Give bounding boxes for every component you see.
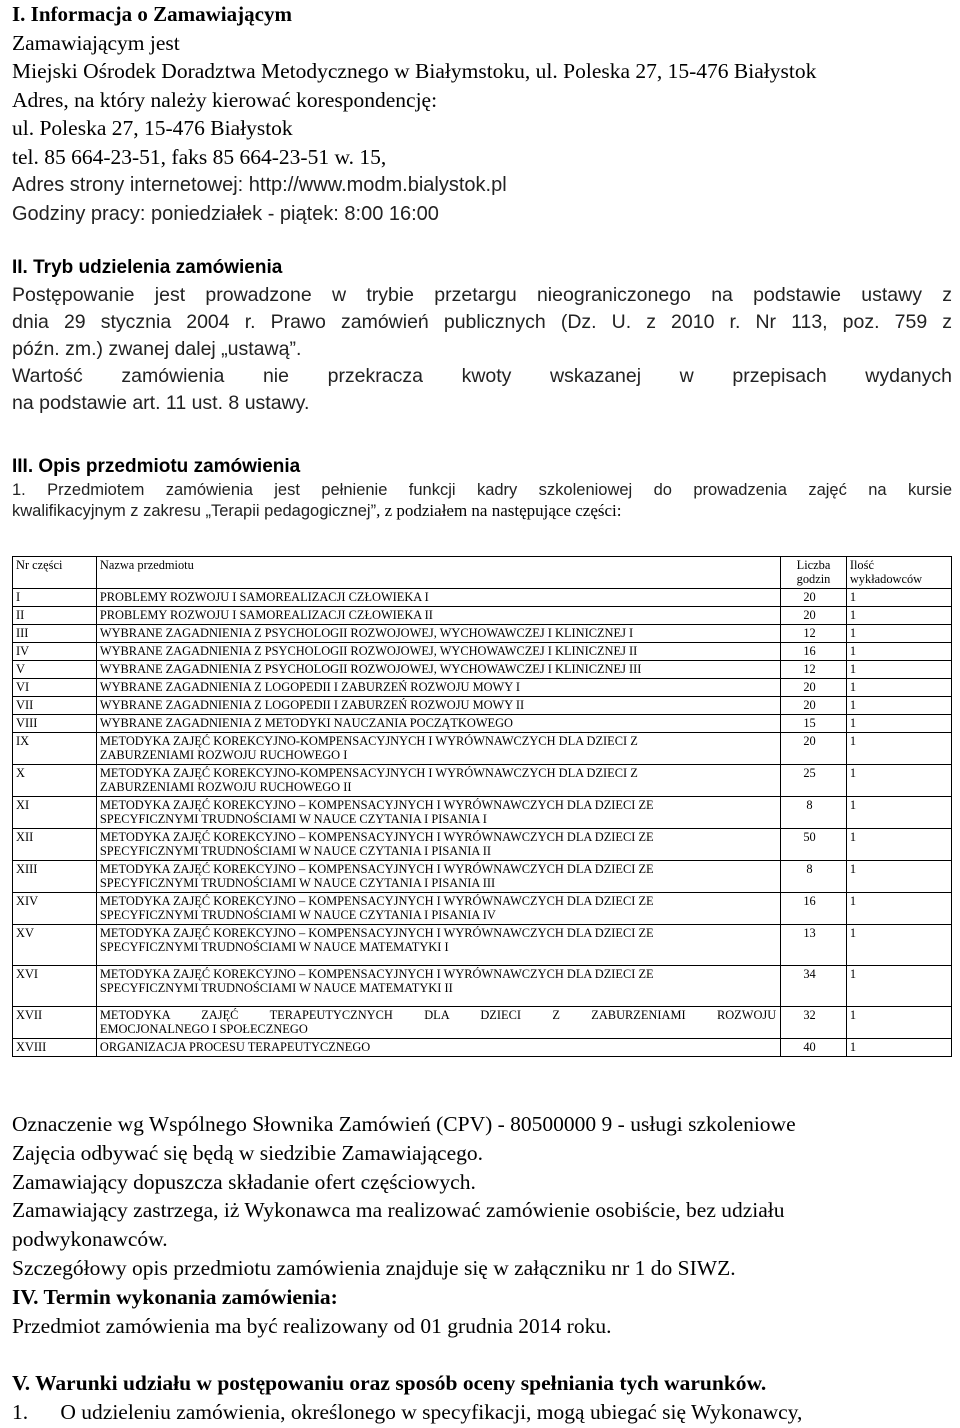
part-name-line1: METODYKA ZAJĘĆ KOREKCYJNO-KOMPENSACYJNYCH I WYRÓWNAWCZYCH DLA DZIECI Z (99, 734, 638, 748)
part-name (96, 1007, 780, 1039)
part-name-line1: PROBLEMY ROZWOJU I SAMOREALIZACJI CZŁOWIEKA I (99, 590, 429, 604)
table-header-row (13, 557, 952, 589)
part-lecturers: 1 (846, 607, 951, 625)
part-name (96, 643, 780, 661)
part-name (96, 829, 780, 861)
part-lecturers: 1 (846, 925, 951, 966)
personal-performance-line1: Zamawiający zastrzega, iż Wykonawca ma realizować zamówienie osobiście, bez udziału (12, 1198, 785, 1223)
part-name (96, 679, 780, 697)
part-name-line1: METODYKA ZAJĘĆ KOREKCYJNO – KOMPENSACYJNYCH I WYRÓWNAWCZYCH DLA DZIECI ZE (99, 926, 654, 940)
part-name-line1: WYBRANE ZAGADNIENIA Z PSYCHOLOGII ROZWOJOWEJ, WYCHOWAWCZEJ I KLINICZNEJ II (99, 644, 638, 658)
part-name-line1: METODYKA ZAJĘĆ KOREKCYJNO – KOMPENSACYJNYCH I WYRÓWNAWCZYCH DLA DZIECI ZE (99, 798, 654, 812)
part-name-line2: ZABURZENIAMI ROZWOJU RUCHOWEGO I (99, 748, 348, 762)
part-hours: 12 (781, 661, 847, 679)
part-lecturers: 1 (846, 1007, 951, 1039)
part-hours: 32 (781, 1007, 847, 1039)
section1-line-5: tel. 85 664-23-51, faks 85 664-23-51 w. 15, (12, 144, 387, 169)
parts-table (12, 556, 952, 1057)
part-lecturers: 1 (846, 625, 951, 643)
part-name (96, 765, 780, 797)
part-number: IV (13, 643, 97, 661)
cpv-line: Oznaczenie wg Wspólnego Słownika Zamówień (CPV) - 80500000 9 - usługi szkoleniowe (12, 1112, 796, 1136)
section2-heading: II. Tryb udzielenia zamówienia (12, 257, 283, 278)
part-lecturers: 1 (846, 679, 951, 697)
table-row (13, 1039, 952, 1057)
section-opis (12, 454, 952, 521)
section4-text: Przedmiot zamówienia ma być realizowany od 01 grudnia 2014 roku. (12, 1313, 612, 1338)
part-hours: 20 (781, 679, 847, 697)
part-name-line2: SPECYFICZNYMI TRUDNOŚCIAMI W NAUCE CZYTANIA I PISANIA II (99, 844, 491, 858)
table-row (13, 861, 952, 893)
table-row (13, 733, 952, 765)
parts-table-wrap (12, 534, 952, 1057)
section3-heading: III. Opis przedmiotu zamówienia (12, 456, 301, 477)
part-name (96, 966, 780, 1007)
part-hours: 13 (781, 925, 847, 966)
part-name-line1: WYBRANE ZAGADNIENIA Z METODYKI NAUCZANIA POCZĄTKOWEGO (99, 716, 513, 730)
section3-intro-line2 (12, 501, 952, 522)
table-row (13, 661, 952, 679)
part-name (96, 715, 780, 733)
part-number: XIII (13, 861, 97, 893)
part-name-line2: SPECYFICZNYMI TRUDNOŚCIAMI W NAUCE CZYTANIA I PISANIA IV (99, 908, 496, 922)
part-name-line1: WYBRANE ZAGADNIENIA Z PSYCHOLOGII ROZWOJOWEJ, WYCHOWAWCZEJ I KLINICZNEJ III (99, 662, 642, 676)
part-number: I (13, 589, 97, 607)
section1-line-3: Adres, na który należy kierować korespondencję: (12, 87, 438, 112)
part-number: II (13, 607, 97, 625)
part-name-line2: SPECYFICZNYMI TRUDNOŚCIAMI W NAUCE MATEMATYKI I (99, 940, 449, 954)
working-hours-line: Godziny pracy: poniedziałek - piątek: 8:00 16:00 (12, 202, 439, 225)
detailed-description-line: Szczegółowy opis przedmiotu zamówienia znajduje się w załączniku nr 1 do SIWZ. (12, 1255, 736, 1280)
table-row (13, 925, 952, 966)
part-name-line1: METODYKA ZAJĘĆ KOREKCYJNO – KOMPENSACYJNYCH I WYRÓWNAWCZYCH DLA DZIECI ZE (99, 862, 654, 876)
table-row (13, 829, 952, 861)
section1-line-1: Zamawiającym jest (12, 30, 180, 55)
part-name-line2: ZABURZENIAMI ROZWOJU RUCHOWEGO II (99, 780, 352, 794)
part-name (96, 589, 780, 607)
section2-para1-line3: późn. zm.) zwanej dalej „ustawą”. (12, 338, 302, 360)
table-row (13, 607, 952, 625)
part-lecturers: 1 (846, 733, 951, 765)
section-after-table (12, 1110, 952, 1427)
course-split-note: , z podziałem na następujące części: (376, 500, 622, 520)
part-number: III (13, 625, 97, 643)
part-name-line1: METODYKA ZAJĘĆ KOREKCYJNO – KOMPENSACYJNYCH I WYRÓWNAWCZYCH DLA DZIECI ZE (99, 894, 654, 908)
personal-performance-line2: podwykonawców. (12, 1227, 168, 1252)
table-row (13, 643, 952, 661)
section4-heading: IV. Termin wykonania zamówienia: (12, 1284, 338, 1309)
part-name-line1: WYBRANE ZAGADNIENIA Z PSYCHOLOGII ROZWOJOWEJ, WYCHOWAWCZEJ I KLINICZNEJ I (99, 626, 634, 640)
part-number: XII (13, 829, 97, 861)
website-line: Adres strony internetowej: http://www.modm.bialystok.pl (12, 174, 507, 196)
part-hours: 25 (781, 765, 847, 797)
section3-intro-line1: 1. Przedmiotem zamówienia jest pełnienie funkcji kadry szkoleniowej do prowadzenia zajęć na kursie (12, 481, 952, 499)
part-name (96, 625, 780, 643)
part-lecturers: 1 (846, 1039, 951, 1057)
part-hours: 8 (781, 861, 847, 893)
table-row (13, 893, 952, 925)
part-lecturers: 1 (846, 966, 951, 1007)
part-lecturers: 1 (846, 715, 951, 733)
table-row (13, 797, 952, 829)
part-name (96, 607, 780, 625)
section2-para2-line1: Wartość zamówienia nie przekracza kwoty wskazanej w przepisach wydanych (12, 365, 952, 387)
table-row (13, 589, 952, 607)
part-name-line1: METODYKA ZAJĘĆ KOREKCYJNO – KOMPENSACYJNYCH I WYRÓWNAWCZYCH DLA DZIECI ZE (99, 830, 654, 844)
section2-para1-line2: dnia 29 stycznia 2004 r. Prawo zamówień publicznych (Dz. U. z 2010 r. Nr 113, poz. 759 z (12, 311, 952, 333)
part-lecturers: 1 (846, 697, 951, 715)
section5-item1: 1. O udzieleniu zamówienia, określonego w specyfikacji, mogą ubiegać się Wykonawcy, (12, 1400, 803, 1425)
part-name-line2: SPECYFICZNYMI TRUDNOŚCIAMI W NAUCE CZYTANIA I PISANIA III (99, 876, 496, 890)
part-hours: 12 (781, 625, 847, 643)
part-name-line1: ORGANIZACJA PROCESU TERAPEUTYCZNEGO (99, 1040, 371, 1054)
section1-heading: I. Informacja o Zamawiającym (12, 2, 292, 26)
part-hours: 20 (781, 697, 847, 715)
header-name: Nazwa przedmiotu (96, 557, 780, 589)
part-number: V (13, 661, 97, 679)
part-name-line2: SPECYFICZNYMI TRUDNOŚCIAMI W NAUCE MATEMATYKI II (99, 981, 453, 995)
part-number: VIII (13, 715, 97, 733)
part-lecturers: 1 (846, 661, 951, 679)
part-lecturers: 1 (846, 643, 951, 661)
table-row (13, 715, 952, 733)
part-hours: 40 (781, 1039, 847, 1057)
part-name (96, 925, 780, 966)
part-number: X (13, 765, 97, 797)
header-nr: Nr części (13, 557, 97, 589)
part-name (96, 697, 780, 715)
part-name-line1: METODYKA ZAJĘĆ KOREKCYJNO – KOMPENSACYJNYCH I WYRÓWNAWCZYCH DLA DZIECI ZE (99, 967, 654, 981)
part-hours: 16 (781, 643, 847, 661)
part-hours: 34 (781, 966, 847, 1007)
part-name (96, 1039, 780, 1057)
table-row (13, 966, 952, 1007)
table-row (13, 1007, 952, 1039)
part-lecturers: 1 (846, 893, 951, 925)
part-number: XVII (13, 1007, 97, 1039)
part-hours: 16 (781, 893, 847, 925)
part-number: XV (13, 925, 97, 966)
section-tryb (12, 254, 952, 417)
part-name (96, 733, 780, 765)
part-hours: 50 (781, 829, 847, 861)
part-lecturers: 1 (846, 829, 951, 861)
header-hours: Liczba godzin (781, 557, 847, 589)
table-row (13, 679, 952, 697)
part-lecturers: 1 (846, 797, 951, 829)
part-hours: 8 (781, 797, 847, 829)
part-number: XVI (13, 966, 97, 1007)
part-number: VII (13, 697, 97, 715)
part-name (96, 661, 780, 679)
part-number: XI (13, 797, 97, 829)
section1-line-2: Miejski Ośrodek Doradztwa Metodycznego w Białymstoku, ul. Poleska 27, 15-476 Białystok (12, 59, 817, 83)
section2-para1-line1: Postępowanie jest prowadzone w trybie przetargu nieograniczonego na podstawie ustawy z (12, 284, 952, 306)
part-number: XVIII (13, 1039, 97, 1057)
table-row (13, 697, 952, 715)
part-number: VI (13, 679, 97, 697)
course-name: kwalifikacyjnym z zakresu „Terapii pedagogicznej” (12, 501, 377, 520)
part-lecturers: 1 (846, 589, 951, 607)
part-name (96, 893, 780, 925)
section-zamawiajacy (12, 0, 816, 228)
section5-heading: V. Warunki udziału w postępowaniu oraz sposób oceny spełniania tych warunków. (12, 1371, 767, 1396)
table-row (13, 625, 952, 643)
part-hours: 20 (781, 607, 847, 625)
part-lecturers: 1 (846, 861, 951, 893)
part-name-line1: PROBLEMY ROZWOJU I SAMOREALIZACJI CZŁOWIEKA II (99, 608, 433, 622)
part-name-line1: WYBRANE ZAGADNIENIA Z LOGOPEDII I ZABURZEŃ ROZWOJU MOWY I (99, 680, 520, 694)
part-name-line1: METODYKA ZAJĘĆ KOREKCYJNO-KOMPENSACYJNYCH I WYRÓWNAWCZYCH DLA DZIECI Z (99, 766, 638, 780)
part-name-line1: WYBRANE ZAGADNIENIA Z LOGOPEDII I ZABURZEŃ ROZWOJU MOWY II (99, 698, 525, 712)
table-row (13, 765, 952, 797)
part-name (96, 797, 780, 829)
section2-para2-line2: na podstawie art. 11 ust. 8 ustawy. (12, 392, 310, 414)
part-number: XIV (13, 893, 97, 925)
part-name-line2: SPECYFICZNYMI TRUDNOŚCIAMI W NAUCE CZYTANIA I PISANIA I (99, 812, 487, 826)
part-lecturers: 1 (846, 765, 951, 797)
part-number: IX (13, 733, 97, 765)
part-name (96, 861, 780, 893)
section1-line-4: ul. Poleska 27, 15-476 Białystok (12, 116, 293, 140)
part-hours: 20 (781, 733, 847, 765)
venue-line: Zajęcia odbywać się będą w siedzibie Zamawiającego. (12, 1140, 483, 1165)
partial-offers-line: Zamawiający dopuszcza składanie ofert częściowych. (12, 1169, 476, 1194)
part-name-line2: EMOCJONALNEGO I SPOŁECZNEGO (99, 1022, 308, 1036)
header-lecturers: Ilość wykładowców (846, 557, 951, 589)
part-hours: 20 (781, 589, 847, 607)
part-name-line1: METODYKA ZAJĘĆ TERAPEUTYCZNYCH DLA DZIECI Z ZABURZENIAMI ROZWOJU (99, 1008, 777, 1022)
part-hours: 15 (781, 715, 847, 733)
